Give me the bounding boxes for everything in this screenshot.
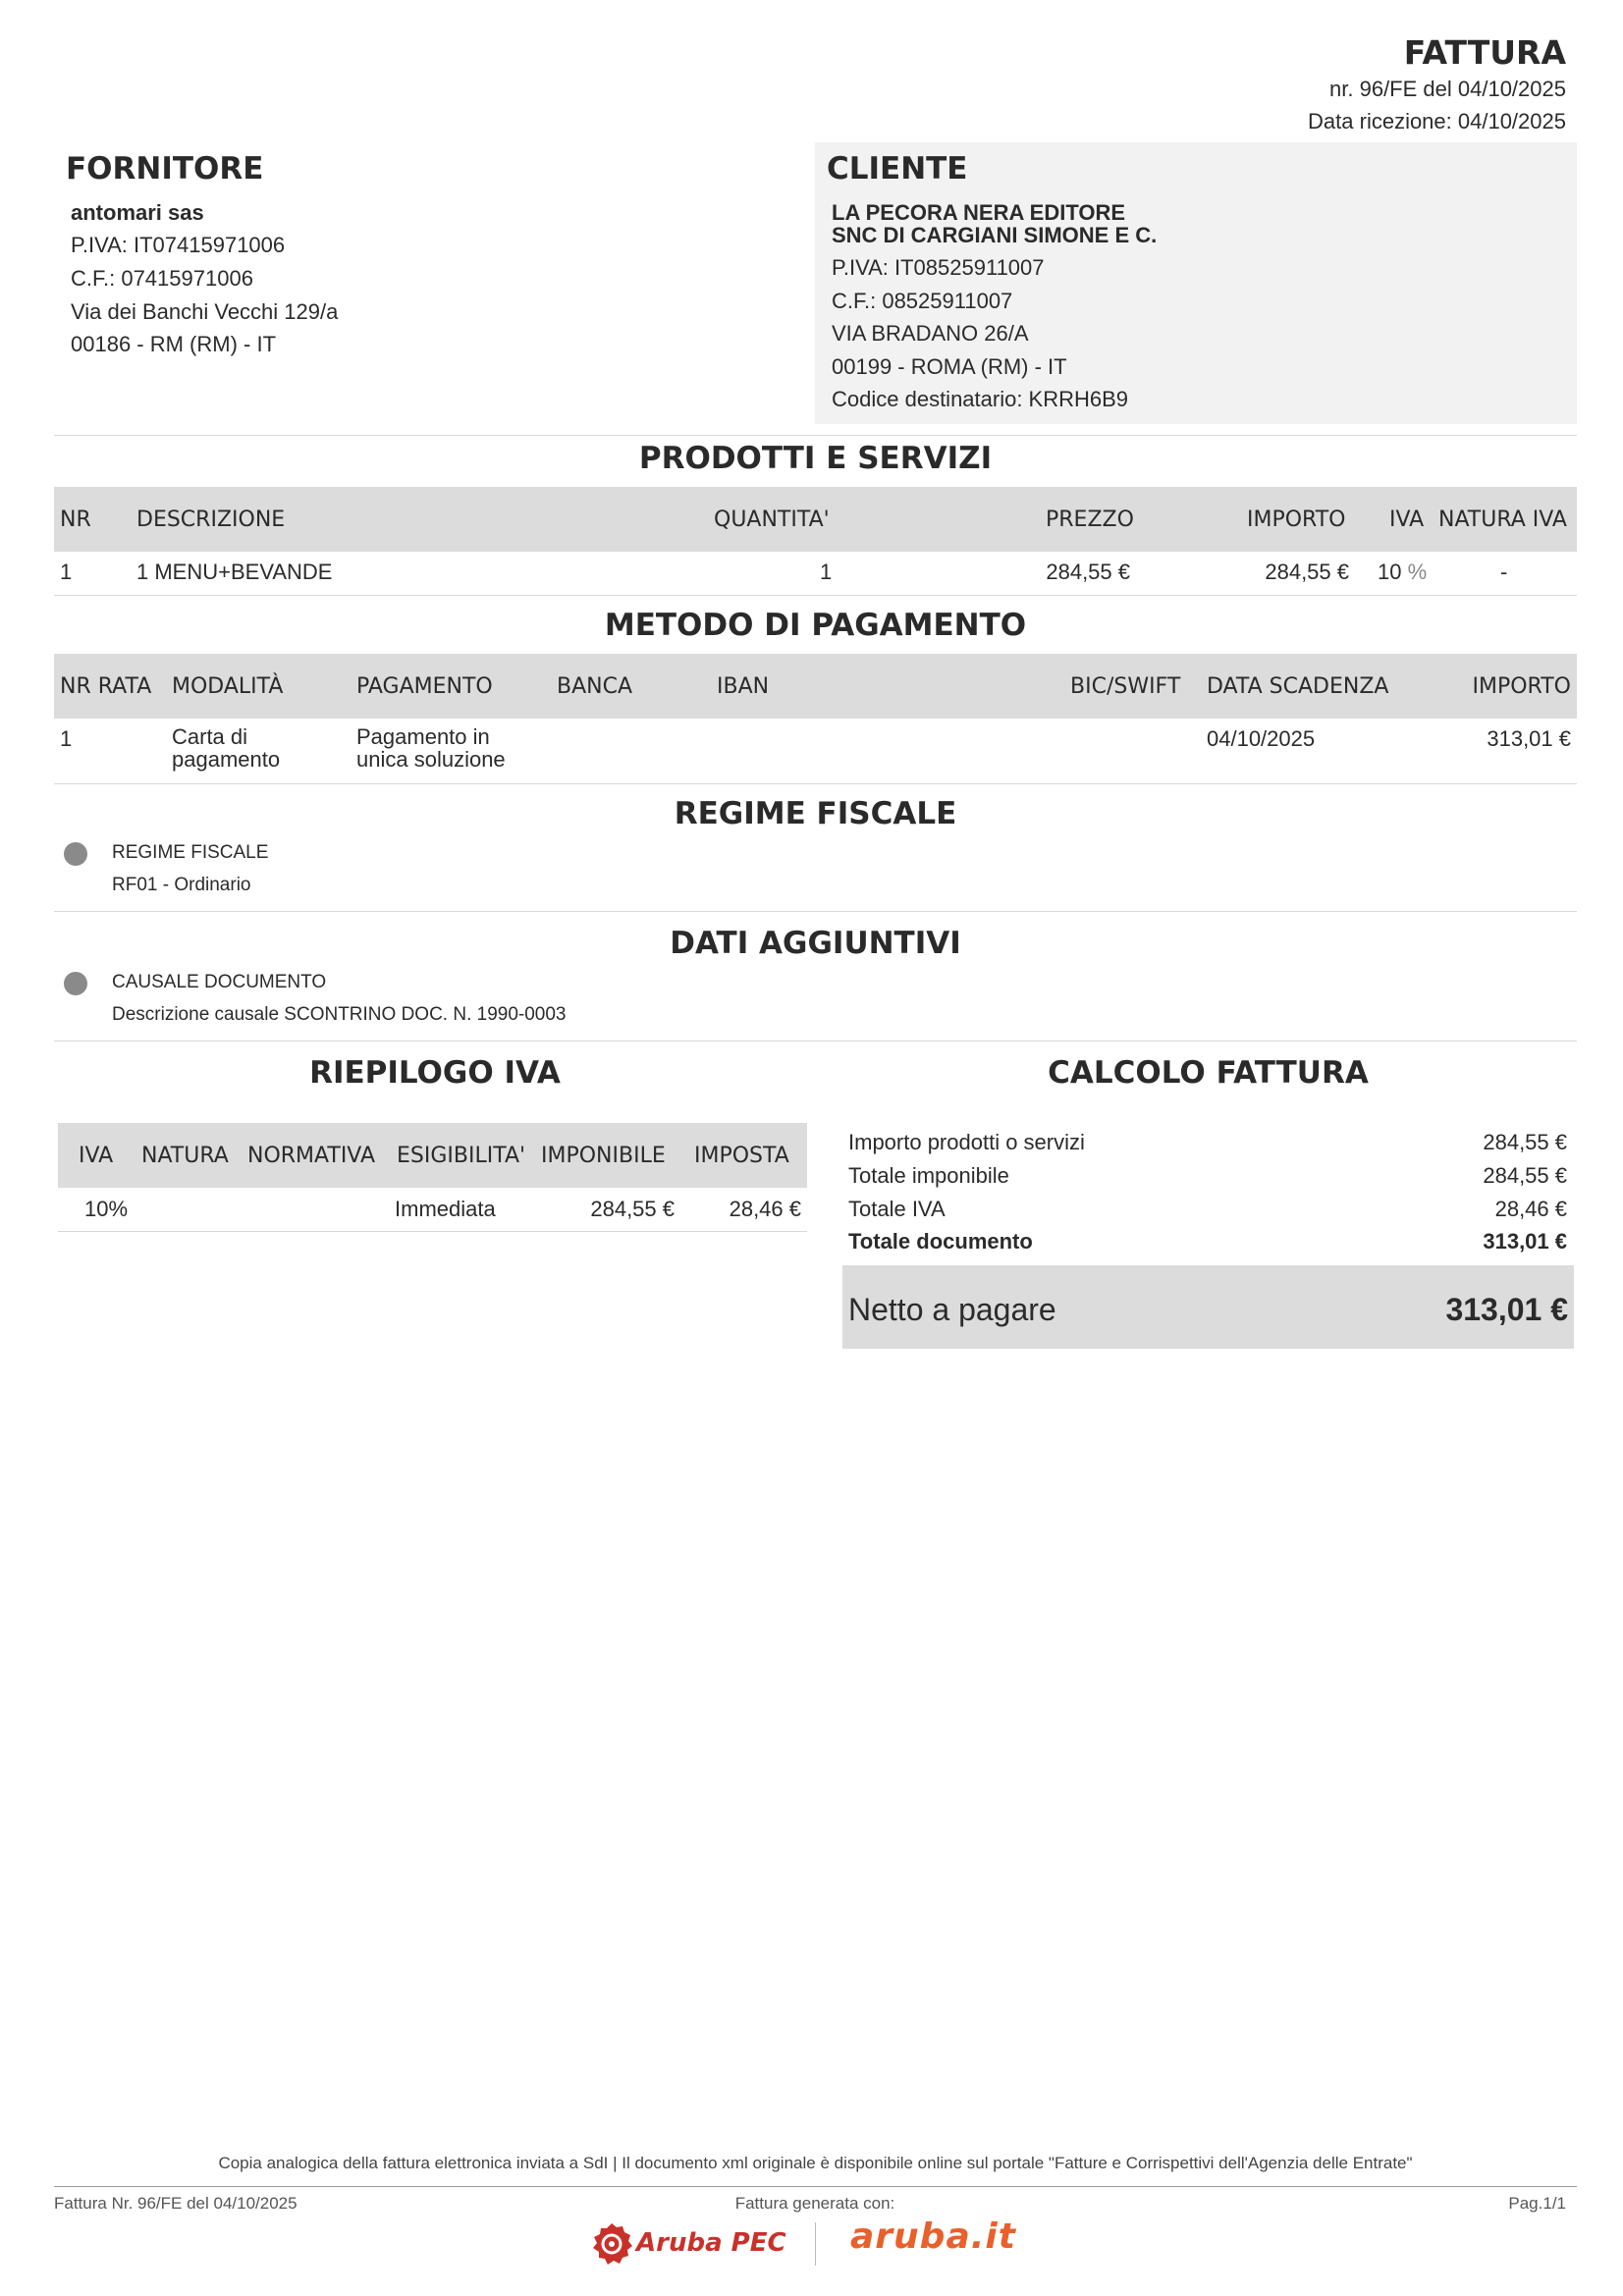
client-address: VIA BRADANO 26/A [832, 321, 1029, 346]
col-payment-amount: IMPORTO [1472, 674, 1571, 699]
calc-total-label: Totale documento [848, 1229, 1033, 1254]
client-heading: CLIENTE [827, 151, 968, 187]
table-row [54, 552, 1577, 595]
aruba-it-logo: aruba.it [850, 2216, 1016, 2257]
col-bic: BIC/SWIFT [1070, 674, 1181, 699]
supplier-heading: FORNITORE [66, 151, 264, 187]
client-name-line2: SNC DI CARGIANI SIMONE E C. [832, 223, 1158, 247]
col-iban: IBAN [717, 674, 770, 699]
calc-total-value: 313,01 € [1483, 1229, 1567, 1254]
tax-regime-title: REGIME FISCALE [674, 796, 957, 831]
col-payment: PAGAMENTO [356, 674, 493, 699]
products-title: PRODOTTI E SERVIZI [638, 441, 993, 476]
calc-total [848, 1229, 1567, 1258]
row-vat-value: 10 [1378, 560, 1402, 584]
aruba-pec-logo [589, 2220, 785, 2268]
client-piva: P.IVA: IT08525911007 [832, 255, 1045, 280]
col-exigibility: ESIGIBILITA' [397, 1144, 526, 1168]
bullet-icon [64, 972, 87, 995]
row-nr: 1 [60, 560, 73, 584]
divider [54, 783, 1577, 784]
row-exigibility: Immediata [395, 1197, 496, 1221]
row-mode-line1: Carta di [172, 724, 248, 749]
client-block [815, 142, 1577, 424]
supplier-piva: P.IVA: IT07415971006 [71, 233, 286, 257]
client-city: 00199 - ROMA (RM) - IT [832, 354, 1067, 379]
divider [58, 1231, 807, 1232]
logo-separator [815, 2222, 816, 2266]
client-recipient-code: Codice destinatario: KRRH6B9 [832, 387, 1129, 411]
tax-regime-label: REGIME FISCALE [112, 842, 269, 863]
net-payable-box [842, 1265, 1574, 1349]
col-price: PREZZO [1046, 507, 1134, 532]
additional-value: Descrizione causale SCONTRINO DOC. N. 1990-0003 [112, 1004, 567, 1025]
calc-line [848, 1163, 1567, 1193]
calc-line [848, 1130, 1567, 1159]
table-row [54, 719, 1577, 783]
row-payment-line1: Pagamento in [356, 724, 490, 749]
col-vat: IVA [1389, 507, 1425, 532]
row-amount: 284,55 € [1265, 560, 1349, 584]
vat-summary-title: RIEPILOGO IVA [309, 1055, 561, 1091]
reception-date: Data ricezione: 04/10/2025 [1308, 109, 1566, 133]
net-payable-label: Netto a pagare [848, 1292, 1056, 1327]
col-nr: NR [60, 507, 91, 532]
row-vat [1378, 560, 1427, 585]
col-bank: BANCA [557, 674, 633, 699]
divider [54, 911, 1577, 912]
document-type: FATTURA [1403, 33, 1566, 72]
calc-line-value: 284,55 € [1483, 1163, 1567, 1188]
calc-line-value: 28,46 € [1494, 1197, 1567, 1221]
row-installment: 1 [60, 726, 73, 751]
row-description: 1 MENU+BEVANDE [136, 560, 333, 584]
row-vat-nature: - [1500, 560, 1508, 584]
col-description: DESCRIZIONE [136, 507, 286, 532]
col-vat-rate: IVA [79, 1144, 114, 1168]
col-amount: IMPORTO [1247, 507, 1346, 532]
col-nature: NATURA [141, 1144, 229, 1168]
payment-table-header [54, 654, 1577, 719]
calc-title: CALCOLO FATTURA [1048, 1055, 1369, 1091]
supplier-address: Via dei Banchi Vecchi 129/a [71, 299, 339, 324]
tax-regime-value: RF01 - Ordinario [112, 875, 251, 895]
footer-page: Pag.1/1 [1508, 2194, 1566, 2213]
col-norm: NORMATIVA [247, 1144, 376, 1168]
footer-divider [54, 2186, 1577, 2187]
bullet-icon [64, 842, 87, 866]
table-row [58, 1188, 807, 1231]
document-number: nr. 96/FE del 04/10/2025 [1329, 77, 1566, 101]
divider [54, 435, 1577, 436]
col-due-date: DATA SCADENZA [1207, 674, 1389, 699]
client-name-line1: LA PECORA NERA EDITORE [832, 200, 1126, 225]
row-payment-line2: unica soluzione [356, 747, 506, 772]
row-mode-line2: pagamento [172, 747, 281, 772]
supplier-name: antomari sas [71, 200, 204, 225]
supplier-cf: C.F.: 07415971006 [71, 266, 253, 291]
additional-label: CAUSALE DOCUMENTO [112, 972, 327, 992]
col-installment: NR RATA [60, 674, 152, 699]
footer-disclaimer: Copia analogica della fattura elettronica inviata a SdI | Il documento xml originale è disponibile online sul portale "Fatture e Corrispettivi dell'Agenzia delle Entrate" [218, 2154, 1413, 2172]
aruba-pec-seal-icon [589, 2221, 634, 2267]
payment-title: METODO DI PAGAMENTO [604, 608, 1027, 643]
calc-line-label: Totale imponibile [848, 1163, 1009, 1188]
row-vat-rate: 10% [84, 1197, 129, 1221]
footer-generated-by: Fattura generata con: [734, 2194, 895, 2213]
row-due-date: 04/10/2025 [1207, 726, 1316, 751]
row-vat-unit: % [1407, 560, 1428, 584]
col-mode: MODALITÀ [172, 674, 284, 699]
client-cf: C.F.: 08525911007 [832, 289, 1013, 313]
calc-line-value: 284,55 € [1483, 1130, 1567, 1154]
net-payable-value: 313,01 € [1445, 1292, 1568, 1327]
vat-table-header [58, 1123, 807, 1188]
row-quantity: 1 [820, 560, 833, 584]
col-taxable: IMPONIBILE [541, 1144, 666, 1168]
col-tax: IMPOSTA [694, 1144, 789, 1168]
footer-invoice-ref: Fattura Nr. 96/FE del 04/10/2025 [54, 2194, 298, 2213]
supplier-block [54, 147, 800, 422]
calc-line-label: Importo prodotti o servizi [848, 1130, 1085, 1154]
col-quantity: QUANTITA' [714, 507, 830, 532]
products-table-header [54, 487, 1577, 552]
row-payment-amount: 313,01 € [1487, 726, 1571, 751]
col-vat-nature: NATURA IVA [1438, 507, 1567, 532]
additional-title: DATI AGGIUNTIVI [670, 926, 961, 961]
calc-line-label: Totale IVA [848, 1197, 946, 1221]
row-taxable: 284,55 € [590, 1197, 675, 1221]
row-tax: 28,46 € [729, 1197, 801, 1221]
supplier-city: 00186 - RM (RM) - IT [71, 332, 277, 356]
divider [54, 595, 1577, 596]
row-price: 284,55 € [1046, 560, 1130, 584]
calc-line [848, 1197, 1567, 1226]
aruba-pec-logo-text: Aruba PEC [636, 2228, 786, 2258]
